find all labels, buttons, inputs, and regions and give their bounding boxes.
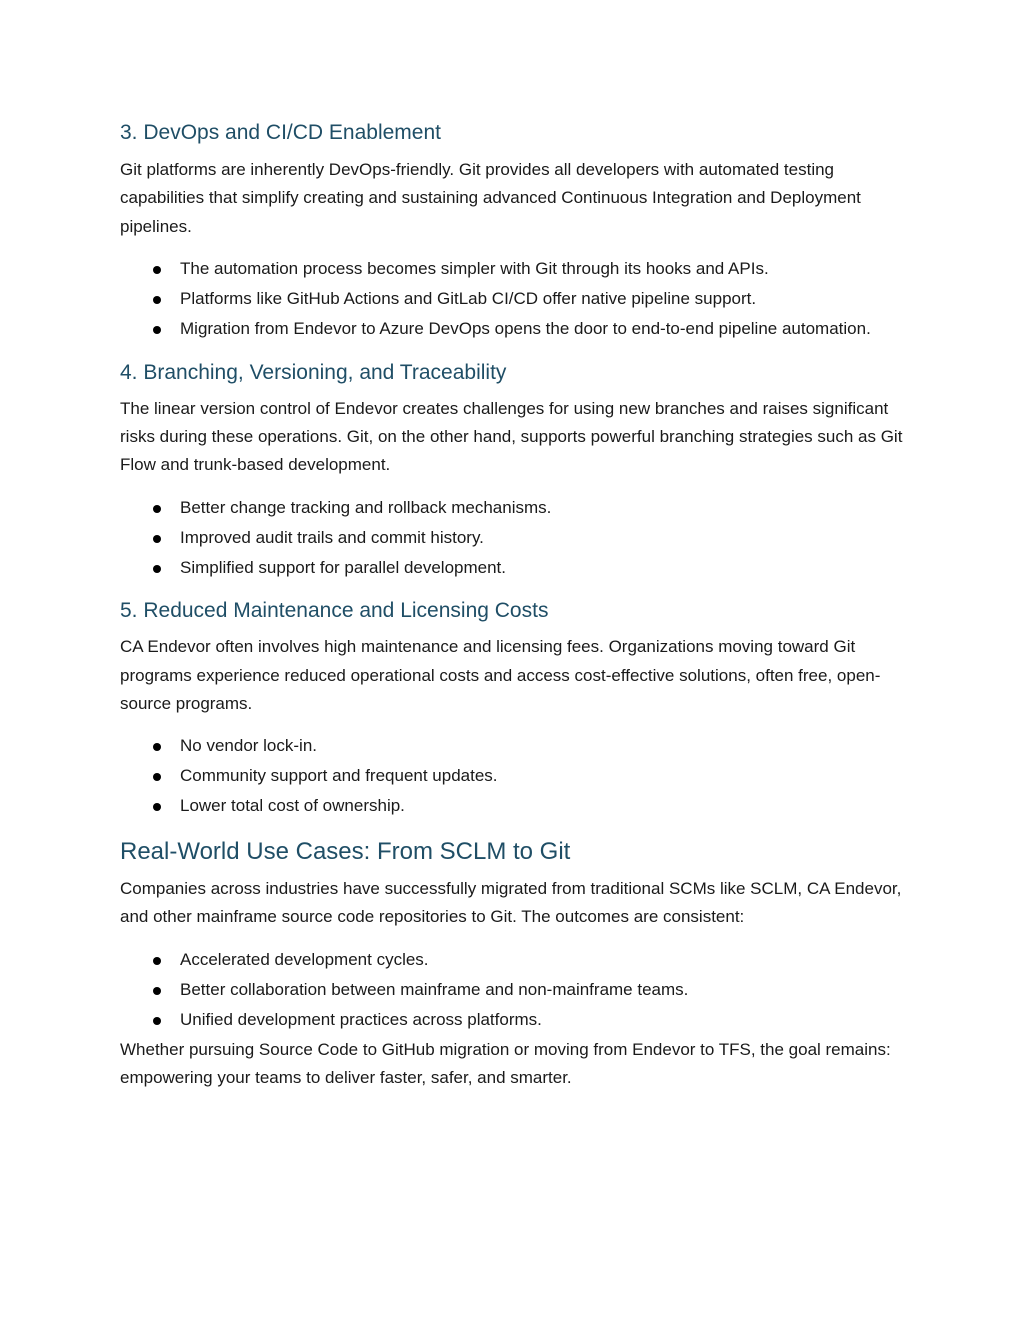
bullet-icon	[153, 957, 161, 965]
list-item-text: The automation process becomes simpler with Git through its hooks and APIs.	[180, 259, 769, 279]
section-heading-devops: 3. DevOps and CI/CD Enablement	[120, 121, 441, 144]
section-heading-use-cases: Real-World Use Cases: From SCLM to Git	[120, 837, 571, 865]
section-heading-costs: 5. Reduced Maintenance and Licensing Costs	[120, 599, 549, 623]
list-item	[120, 946, 910, 974]
list-item	[120, 285, 910, 313]
list-item	[120, 315, 910, 343]
bullet-icon	[153, 773, 161, 781]
list-item-text: Platforms like GitHub Actions and GitLab CI/CD offer native pipeline support.	[180, 289, 757, 309]
section-heading-branching: 4. Branching, Versioning, and Traceability	[120, 360, 507, 384]
list-item-text: No vendor lock-in.	[180, 736, 318, 756]
section-paragraph-use-cases: Companies across industries have successfully migrated from traditional SCMs like SCLM, CA Endevor, and other mainframe source code repositories to Git. The outcomes are consistent:	[120, 878, 902, 927]
section-paragraph-costs: CA Endevor often involves high maintenance and licensing fees. Organizations moving toward Git programs experience reduced operational costs and access cost-effective solutions, often free, open-source programs.	[120, 637, 881, 714]
list-item-text: Better collaboration between mainframe and non-mainframe teams.	[180, 979, 689, 999]
section-paragraph-devops: Git platforms are inherently DevOps-friendly. Git provides all developers with automated testing capabilities that simplify creating and sustaining advanced Continuous Integration and Deployment pipelines.	[120, 160, 861, 236]
list-item	[120, 524, 910, 552]
list-item	[120, 792, 910, 820]
list-item-text: Improved audit trails and commit history.	[180, 527, 484, 547]
bullet-icon	[153, 1017, 161, 1025]
list-item-text: Community support and frequent updates.	[180, 766, 498, 786]
document-page	[120, 118, 910, 1093]
list-item	[120, 762, 910, 790]
closing-paragraph: Whether pursuing Source Code to GitHub migration or moving from Endevor to TFS, the goal remains: empowering your teams to deliver faster, safer, and smarter.	[120, 1039, 891, 1088]
bullet-icon	[153, 296, 161, 304]
list-item-text: Better change tracking and rollback mechanisms.	[180, 497, 552, 517]
list-item-text: Unified development practices across platforms.	[180, 1009, 542, 1029]
bullet-list-costs	[120, 732, 910, 820]
list-item-text: Lower total cost of ownership.	[180, 796, 405, 816]
bullet-list-devops	[120, 255, 910, 343]
list-item-text: Accelerated development cycles.	[180, 949, 429, 969]
bullet-list-branching	[120, 494, 910, 582]
bullet-icon	[153, 565, 161, 573]
bullet-icon	[153, 743, 161, 751]
bullet-icon	[153, 803, 161, 811]
bullet-icon	[153, 326, 161, 334]
bullet-icon	[153, 266, 161, 274]
list-item	[120, 494, 910, 522]
list-item-text: Simplified support for parallel development.	[180, 557, 507, 577]
bullet-icon	[153, 505, 161, 513]
list-item	[120, 732, 910, 760]
list-item	[120, 255, 910, 283]
bullet-icon	[153, 987, 161, 995]
list-item	[120, 554, 910, 582]
list-item	[120, 1006, 910, 1034]
bullet-icon	[153, 535, 161, 543]
bullet-list-use-cases	[120, 946, 910, 1034]
list-item-text: Migration from Endevor to Azure DevOps opens the door to end-to-end pipeline automation.	[180, 319, 871, 339]
section-paragraph-branching: The linear version control of Endevor creates challenges for using new branches and raises significant risks during these operations. Git, on the other hand, supports powerful branching strategies such as Git Flow and trunk-based development.	[120, 398, 903, 475]
list-item	[120, 976, 910, 1004]
